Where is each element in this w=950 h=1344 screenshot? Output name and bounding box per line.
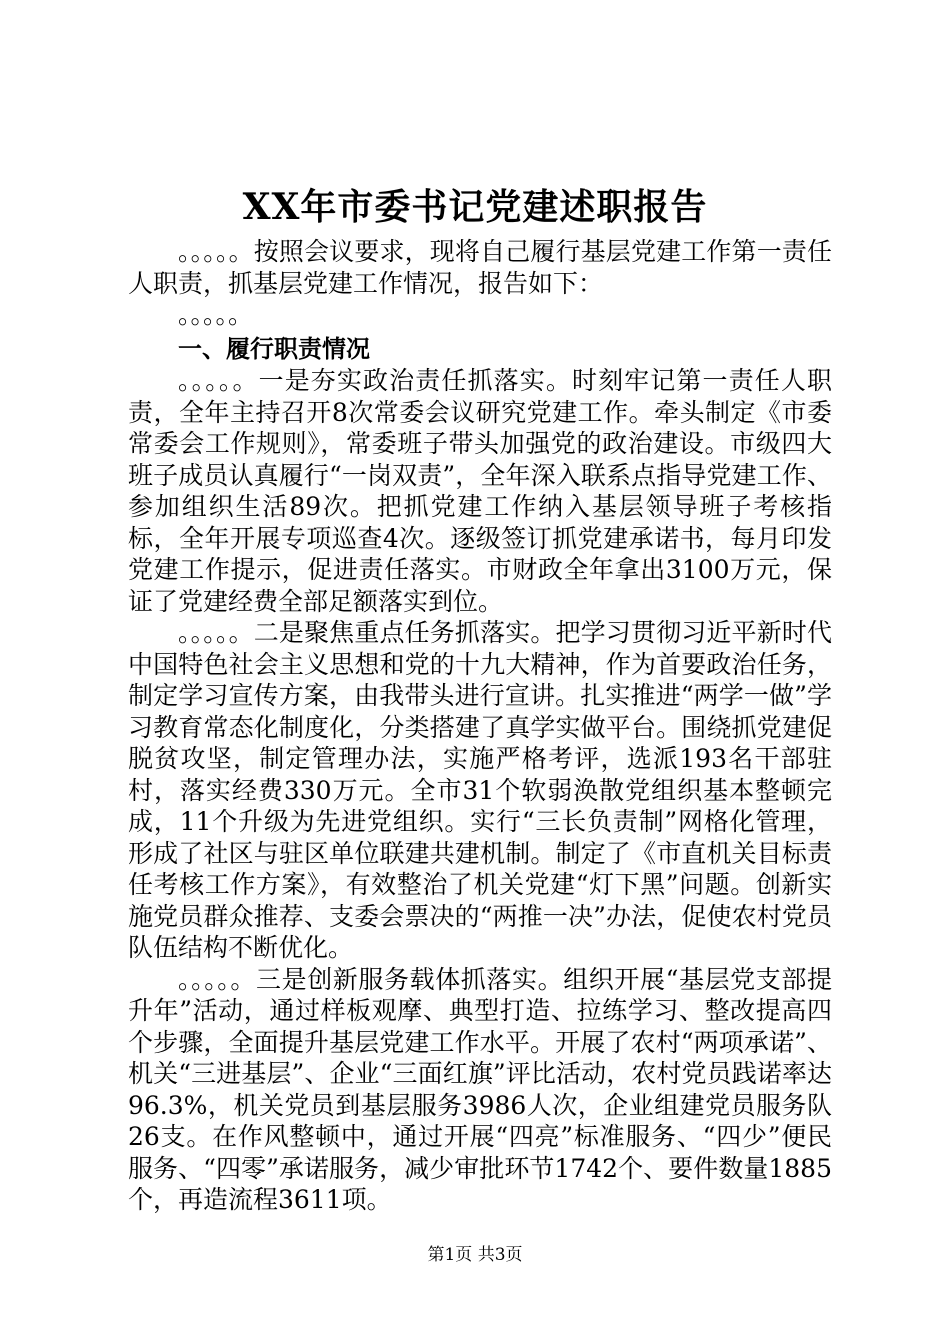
intro-paragraph: 。。。。。按照会议要求，现将自己履行基层党建工作第一责任人职责，抓基层党建工作情况，报告如下： [128,237,832,298]
body-paragraph-3: 。。。。。三是创新服务载体抓落实。组织开展“基层党支部提升年”活动，通过样板观摩、典型打造、拉练学习、整改提高四个步骤，全面提升基层党建工作水平。开展了农村“两项承诺”、机关“三进基层”、企业“三面红旗”评比活动，农村党员践诺率达96.3%，机关党员到基层服务3986人次，企业组建党员服务队26支。在作风整顿中，通过开展“四亮”标准服务、“四少”便民服务、“四零”承诺服务，减少审批环节1742个、要件数量1885个，再造流程3611项。 [128,964,832,1214]
document-body [128,236,832,1216]
document-title: XX年市委书记党建述职报告 [242,186,708,228]
body-paragraph-1: 。。。。。一是夯实政治责任抓落实。时刻牢记第一责任人职责，全年主持召开8次常委会议研究党建工作。牵头制定《市委常委会工作规则》，常委班子带头加强党的政治建设。市级四大班子成员认真履行“一岗双责”，全年深入联系点指导党建工作、参加组织生活89次。把抓党建工作纳入基层领导班子考核指标，全年开展专项巡查4次。逐级签订抓党建承诺书，每月印发党建工作提示，促进责任落实。市财政全年拿出3100万元，保证了党建经费全部足额落实到位。 [128,366,832,616]
page-footer: 第1页 共3页 [427,1245,523,1265]
section-heading: 一、履行职责情况 [178,335,370,363]
body-paragraph-2: 。。。。。二是聚焦重点任务抓落实。把学习贯彻习近平新时代中国特色社会主义思想和党的十九大精神，作为首要政治任务，制定学习宣传方案，由我带头进行宣讲。扎实推进“两学一做”学习教育常态化制度化，分类搭建了真学实做平台。围绕抓党建促脱贫攻坚，制定管理办法，实施严格考评，选派193名干部驻村，落实经费330万元。全市31个软弱涣散党组织基本整顿完成，11个升级为先进党组织。实行“三长负责制”网格化管理，形成了社区与驻区单位联建共建机制。制定了《市直机关目标责任考核工作方案》，有效整治了机关党建“灯下黑”问题。创新实施党员群众推荐、支委会票决的“两推一决”办法，促使农村党员队伍结构不断优化。 [128,618,832,962]
blank-dots-line: 。。。。。 [178,300,254,329]
